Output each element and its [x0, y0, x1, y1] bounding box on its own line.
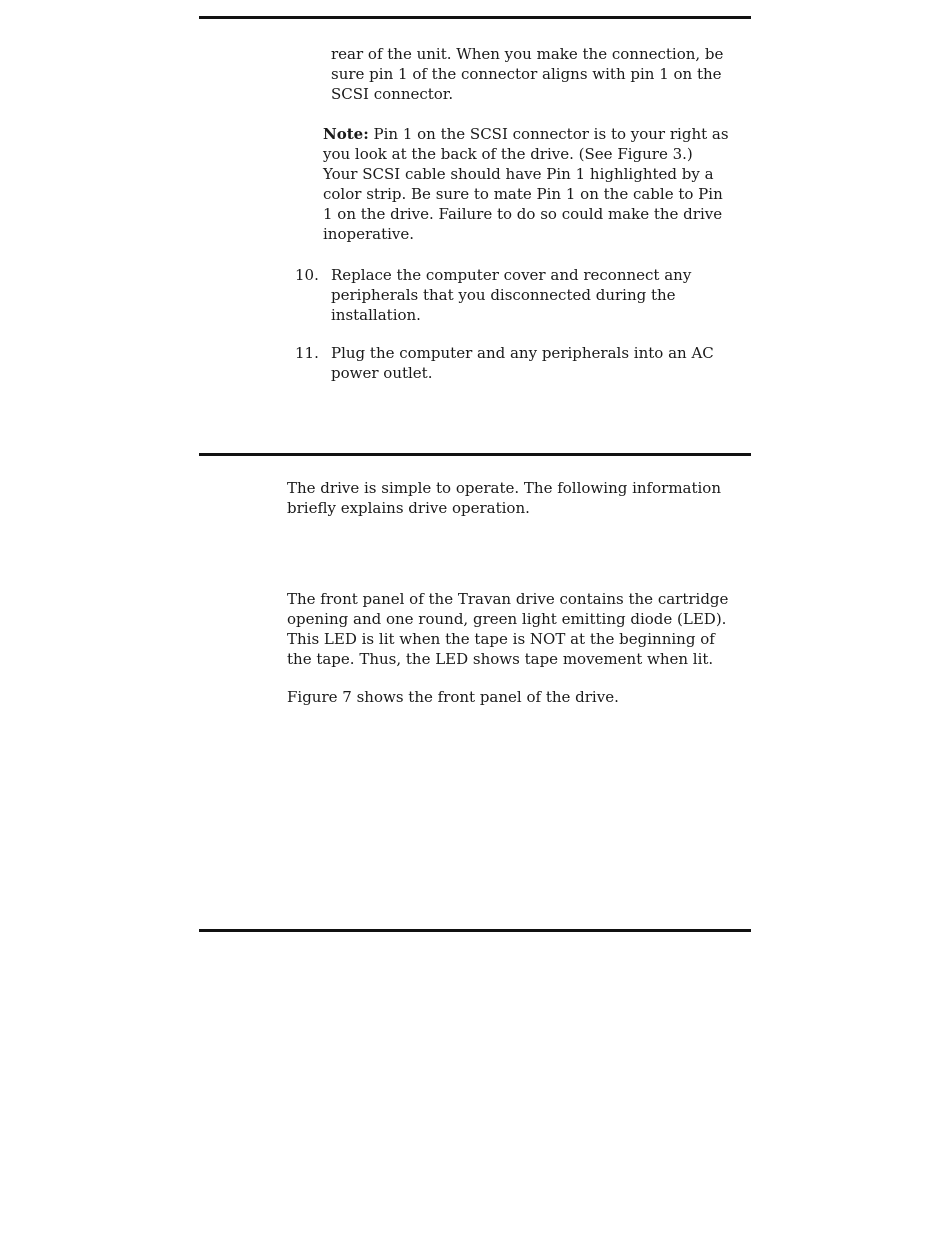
continued-instruction: rear of the unit. When you make the connection, be sure pin 1 of the connector aligns with pin 1 on the SCSI connector.: [331, 45, 724, 103]
step-number: 11.: [295, 344, 319, 362]
step-11: [295, 343, 751, 383]
step-number: 10.: [295, 266, 319, 284]
bottom-divider: [199, 929, 751, 932]
step-text: Replace the computer cover and reconnect any peripherals that you disconnected during the installation.: [331, 266, 692, 324]
front-panel-description: The front panel of the Travan drive contains the cartridge opening and one round, green light emitting diode (LED). This LED is lit when the tape is NOT at the beginning of the tape. Thus, the LED shows tape movement when lit.: [287, 590, 729, 668]
step-10: [295, 265, 751, 325]
note-text: Pin 1 on the SCSI connector is to your right as you look at the back of the drive. (See Figure 3.) Your SCSI cable should have Pin 1 highlighted by a color strip. Be sure to mate Pin 1 on the cable to Pin 1 on the drive. Failure to do so could make the drive inoperative.: [323, 125, 729, 243]
section-divider: [199, 453, 751, 456]
figure-reference: Figure 7 shows the front panel of the drive.: [287, 688, 619, 706]
operation-intro: The drive is simple to operate. The following information briefly explains drive operation.: [287, 479, 721, 517]
step-text: Plug the computer and any peripherals into an AC power outlet.: [331, 344, 714, 382]
note-block: [323, 124, 751, 244]
note-label: Note:: [323, 125, 369, 143]
top-divider: [199, 16, 751, 19]
